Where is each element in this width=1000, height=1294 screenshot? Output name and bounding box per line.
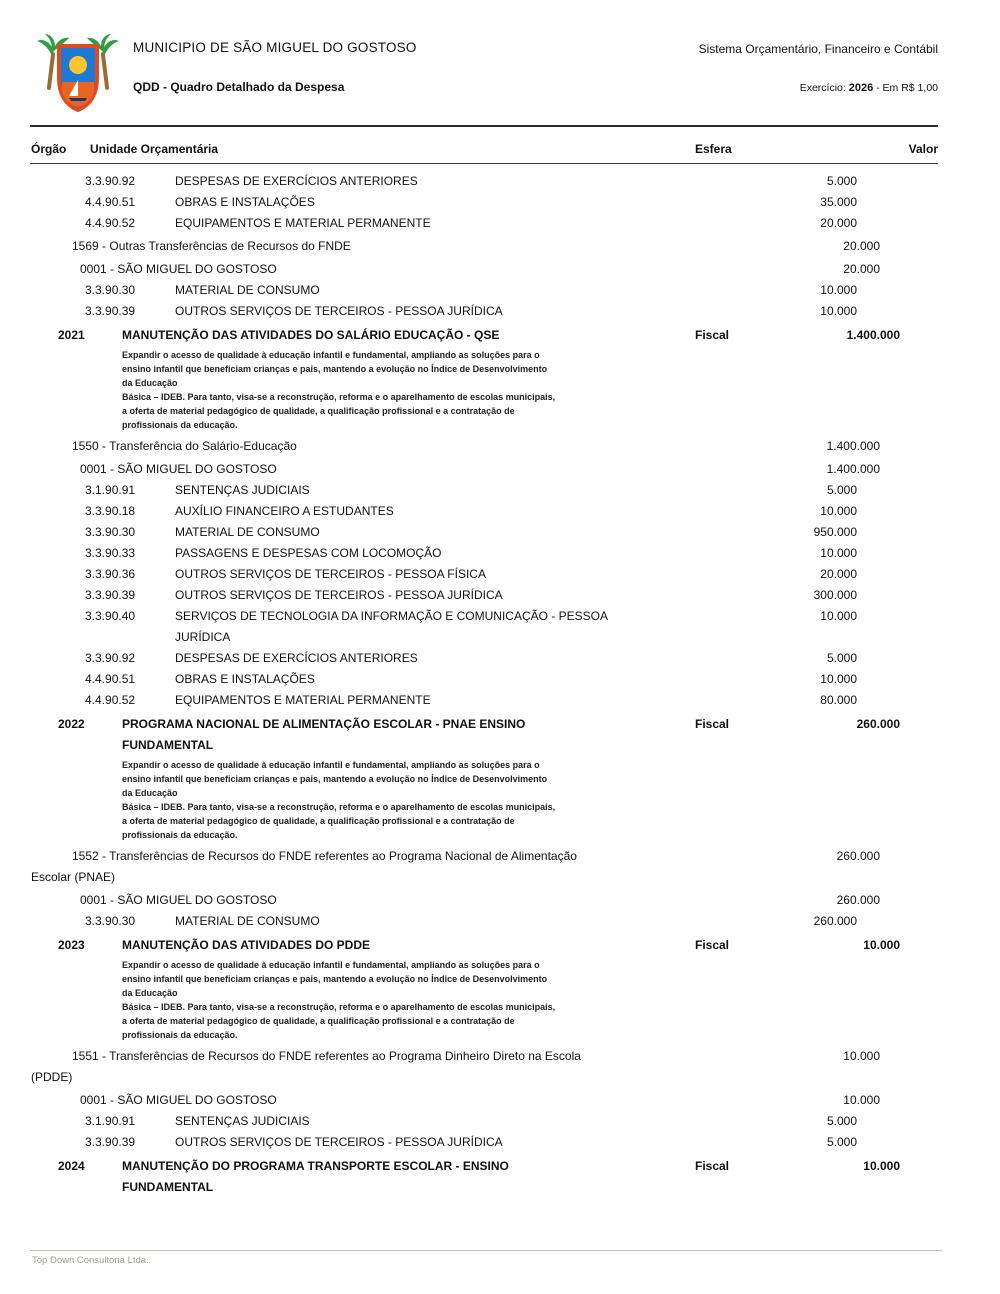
action-description xyxy=(122,958,938,1042)
expense-name-line: OBRAS E INSTALAÇÕES xyxy=(175,672,315,686)
expense-name-line: PASSAGENS E DESPESAS COM LOCOMOÇÃO xyxy=(175,546,442,560)
expense-value: 35.000 xyxy=(820,195,857,209)
description-line: Básica – IDEB. Para tanto, visa-se a reconstrução, reforma e o aparelhamento de escolas municipais, xyxy=(122,802,556,812)
expense-value: 80.000 xyxy=(820,693,857,707)
expense-name-line: SENTENÇAS JUDICIAIS xyxy=(175,483,310,497)
expense-row xyxy=(31,301,938,322)
expense-name-line: EQUIPAMENTOS E MATERIAL PERMANENTE xyxy=(175,693,431,707)
action-code: 2022 xyxy=(58,717,85,731)
expense-name-line: AUXÍLIO FINANCEIRO A ESTUDANTES xyxy=(175,504,394,518)
expense-code: 3.3.90.92 xyxy=(85,651,136,665)
action-value: 10.000 xyxy=(863,1159,900,1173)
expense-name-line: EQUIPAMENTOS E MATERIAL PERMANENTE xyxy=(175,216,431,230)
column-header-valor: Valor xyxy=(908,142,938,156)
expense-row xyxy=(31,171,938,192)
description-line: a oferta de material pedagógico de qualidade, a qualificação profissional e a contratação de xyxy=(122,406,515,416)
expense-code: 3.3.90.40 xyxy=(85,609,136,623)
expense-row xyxy=(31,606,938,648)
expense-row xyxy=(31,480,938,501)
action-title-line: FUNDAMENTAL xyxy=(122,1180,214,1194)
action-value: 1.400.000 xyxy=(846,328,900,342)
description-line: profissionais da educação. xyxy=(122,420,238,430)
expense-name-line: SERVIÇOS DE TECNOLOGIA DA INFORMAÇÃO E COMUNICAÇÃO - PESSOA xyxy=(175,609,608,623)
expense-row xyxy=(31,543,938,564)
source-row xyxy=(31,1046,938,1088)
action-title-line: FUNDAMENTAL xyxy=(122,738,214,752)
expense-row xyxy=(31,585,938,606)
expense-code: 3.3.90.39 xyxy=(85,1135,136,1149)
action-row xyxy=(31,325,938,432)
description-line: a oferta de material pedagógico de qualidade, a qualificação profissional e a contratação de xyxy=(122,1016,515,1026)
header-divider xyxy=(30,125,938,127)
description-line: a oferta de material pedagógico de qualidade, a qualificação profissional e a contratação de xyxy=(122,816,515,826)
action-code: 2021 xyxy=(58,328,85,342)
expense-code: 3.3.90.39 xyxy=(85,588,136,602)
expense-value: 950.000 xyxy=(813,525,857,539)
column-header-orgao: Órgão xyxy=(31,142,67,156)
expense-code: 3.1.90.91 xyxy=(85,483,136,497)
expense-value: 10.000 xyxy=(820,609,857,623)
description-line: Expandir o acesso de qualidade à educação infantil e fundamental, ampliando as soluções para o xyxy=(122,760,540,770)
description-line: profissionais da educação. xyxy=(122,1030,238,1040)
expense-value: 5.000 xyxy=(826,651,857,665)
action-description xyxy=(122,758,938,842)
column-header-esfera: Esfera xyxy=(695,142,732,156)
expense-value: 10.000 xyxy=(820,304,857,318)
expense-value: 10.000 xyxy=(820,672,857,686)
report-rows xyxy=(31,167,938,1198)
expense-code: 4.4.90.52 xyxy=(85,216,136,230)
unit-value: 20.000 xyxy=(843,262,880,276)
exercise-year: 2026 xyxy=(848,82,874,94)
source-line: 1551 - Transferências de Recursos do FNDE referentes ao Programa Dinheiro Direto na Escola xyxy=(72,1049,581,1063)
action-esfera: Fiscal xyxy=(695,1159,730,1173)
description-line: ensino infantil que beneficiam crianças e pais, mantendo a evolução no Índice de Desenvolvimento xyxy=(122,364,548,374)
report-header xyxy=(31,0,938,167)
action-value: 10.000 xyxy=(863,938,900,952)
action-row xyxy=(31,935,938,1042)
source-value: 260.000 xyxy=(836,849,880,863)
source-line: (PDDE) xyxy=(31,1070,73,1084)
expense-row xyxy=(31,690,938,711)
source-value: 1.400.000 xyxy=(826,439,880,453)
unit-name: 0001 - SÃO MIGUEL DO GOSTOSO xyxy=(80,262,277,276)
unit-name: 0001 - SÃO MIGUEL DO GOSTOSO xyxy=(80,462,277,476)
expense-row xyxy=(31,192,938,213)
exercise-label: Exercício: xyxy=(799,82,846,94)
expense-code: 3.3.90.30 xyxy=(85,283,136,297)
source-row xyxy=(31,436,938,457)
expense-value: 260.000 xyxy=(813,914,857,928)
expense-name-line: MATERIAL DE CONSUMO xyxy=(175,283,320,297)
action-esfera: Fiscal xyxy=(695,717,730,731)
footer-company: Top Down Consultoria Ltda. xyxy=(32,1255,149,1266)
expense-code: 3.3.90.92 xyxy=(85,174,136,188)
unit-name: 0001 - SÃO MIGUEL DO GOSTOSO xyxy=(80,1093,277,1107)
unit-value: 10.000 xyxy=(843,1093,880,1107)
expense-name-line: MATERIAL DE CONSUMO xyxy=(175,525,320,539)
expense-row xyxy=(31,1132,938,1153)
action-title-line: MANUTENÇÃO DAS ATIVIDADES DO SALÁRIO EDUCAÇÃO - QSE xyxy=(122,328,500,342)
expense-name-line: MATERIAL DE CONSUMO xyxy=(175,914,320,928)
expense-value: 300.000 xyxy=(813,588,857,602)
description-line: da Educação xyxy=(122,788,178,798)
report-page xyxy=(31,0,938,1198)
description-line: Básica – IDEB. Para tanto, visa-se a reconstrução, reforma e o aparelhamento de escolas municipais, xyxy=(122,392,556,402)
currency-note: - Em R$ 1,00 xyxy=(876,82,938,94)
expense-name-line: DESPESAS DE EXERCÍCIOS ANTERIORES xyxy=(175,651,418,665)
report-title: QDD - Quadro Detalhado da Despesa xyxy=(133,80,345,94)
action-title-line: MANUTENÇÃO DO PROGRAMA TRANSPORTE ESCOLAR - ENSINO xyxy=(122,1159,509,1173)
description-line: ensino infantil que beneficiam crianças e pais, mantendo a evolução no Índice de Desenvolvimento xyxy=(122,774,548,784)
expense-name-line: OBRAS E INSTALAÇÕES xyxy=(175,195,315,209)
expense-row xyxy=(31,648,938,669)
source-row xyxy=(31,846,938,888)
expense-value: 20.000 xyxy=(820,216,857,230)
expense-name-line: DESPESAS DE EXERCÍCIOS ANTERIORES xyxy=(175,174,418,188)
source-value: 20.000 xyxy=(843,239,880,253)
action-esfera: Fiscal xyxy=(695,328,730,342)
description-line: Básica – IDEB. Para tanto, visa-se a reconstrução, reforma e o aparelhamento de escolas municipais, xyxy=(122,1002,556,1012)
exercise-info xyxy=(800,82,938,94)
action-value: 260.000 xyxy=(856,717,900,731)
expense-value: 10.000 xyxy=(820,546,857,560)
action-code: 2023 xyxy=(58,938,85,952)
expense-name-line: OUTROS SERVIÇOS DE TERCEIROS - PESSOA JURÍDICA xyxy=(175,304,503,318)
expense-row xyxy=(31,280,938,301)
unit-value: 260.000 xyxy=(836,893,880,907)
description-line: da Educação xyxy=(122,378,178,388)
unit-value: 1.400.000 xyxy=(826,462,880,476)
action-code: 2024 xyxy=(58,1159,85,1173)
expense-row xyxy=(31,213,938,234)
source-row xyxy=(31,236,938,257)
expense-row xyxy=(31,564,938,585)
expense-code: 3.3.90.30 xyxy=(85,914,136,928)
expense-code: 3.3.90.39 xyxy=(85,304,136,318)
expense-code: 3.3.90.30 xyxy=(85,525,136,539)
column-header-unidade: Unidade Orçamentária xyxy=(90,142,219,156)
unit-name: 0001 - SÃO MIGUEL DO GOSTOSO xyxy=(80,893,277,907)
expense-row xyxy=(31,501,938,522)
municipality-crest-logo xyxy=(36,34,120,122)
unit-row xyxy=(31,259,938,280)
expense-value: 10.000 xyxy=(820,504,857,518)
expense-code: 3.3.90.33 xyxy=(85,546,136,560)
expense-value: 5.000 xyxy=(826,483,857,497)
source-line: 1550 - Transferência do Salário-Educação xyxy=(72,439,297,453)
action-description xyxy=(122,348,938,432)
description-line: ensino infantil que beneficiam crianças e pais, mantendo a evolução no Índice de Desenvolvimento xyxy=(122,974,548,984)
expense-code: 4.4.90.52 xyxy=(85,693,136,707)
expense-row xyxy=(31,522,938,543)
source-line: 1569 - Outras Transferências de Recursos do FNDE xyxy=(72,239,351,253)
source-line: 1552 - Transferências de Recursos do FNDE referentes ao Programa Nacional de Alimentação xyxy=(72,849,577,863)
expense-name-line: SENTENÇAS JUDICIAIS xyxy=(175,1114,310,1128)
expense-name-line: OUTROS SERVIÇOS DE TERCEIROS - PESSOA JURÍDICA xyxy=(175,588,503,602)
expense-code: 3.3.90.36 xyxy=(85,567,136,581)
expense-code: 3.1.90.91 xyxy=(85,1114,136,1128)
description-line: da Educação xyxy=(122,988,178,998)
unit-row xyxy=(31,890,938,911)
expense-value: 20.000 xyxy=(820,567,857,581)
description-line: profissionais da educação. xyxy=(122,830,238,840)
action-row xyxy=(31,1156,938,1198)
action-title-line: MANUTENÇÃO DAS ATIVIDADES DO PDDE xyxy=(122,938,371,952)
expense-name-line: JURÍDICA xyxy=(175,630,231,644)
expense-value: 10.000 xyxy=(820,283,857,297)
expense-code: 4.4.90.51 xyxy=(85,195,136,209)
column-header-divider xyxy=(30,163,938,164)
description-line: Expandir o acesso de qualidade à educação infantil e fundamental, ampliando as soluções para o xyxy=(122,350,540,360)
expense-code: 4.4.90.51 xyxy=(85,672,136,686)
footer-divider xyxy=(30,1250,942,1251)
expense-row xyxy=(31,911,938,932)
expense-value: 5.000 xyxy=(826,1135,857,1149)
action-title-line: PROGRAMA NACIONAL DE ALIMENTAÇÃO ESCOLAR - PNAE ENSINO xyxy=(122,717,526,731)
action-row xyxy=(31,714,938,842)
source-value: 10.000 xyxy=(843,1049,880,1063)
expense-row xyxy=(31,669,938,690)
expense-name-line: OUTROS SERVIÇOS DE TERCEIROS - PESSOA FÍSICA xyxy=(175,567,486,581)
expense-value: 5.000 xyxy=(826,1114,857,1128)
expense-row xyxy=(31,1111,938,1132)
system-name: Sistema Orçamentário, Financeiro e Contábil xyxy=(698,42,938,56)
description-line: Expandir o acesso de qualidade à educação infantil e fundamental, ampliando as soluções para o xyxy=(122,960,540,970)
unit-row xyxy=(31,459,938,480)
source-line: Escolar (PNAE) xyxy=(31,870,116,884)
expense-name-line: OUTROS SERVIÇOS DE TERCEIROS - PESSOA JURÍDICA xyxy=(175,1135,503,1149)
action-esfera: Fiscal xyxy=(695,938,730,952)
expense-code: 3.3.90.18 xyxy=(85,504,136,518)
municipality-name: MUNICIPIO DE SÃO MIGUEL DO GOSTOSO xyxy=(133,40,417,55)
expense-value: 5.000 xyxy=(826,174,857,188)
unit-row xyxy=(31,1090,938,1111)
